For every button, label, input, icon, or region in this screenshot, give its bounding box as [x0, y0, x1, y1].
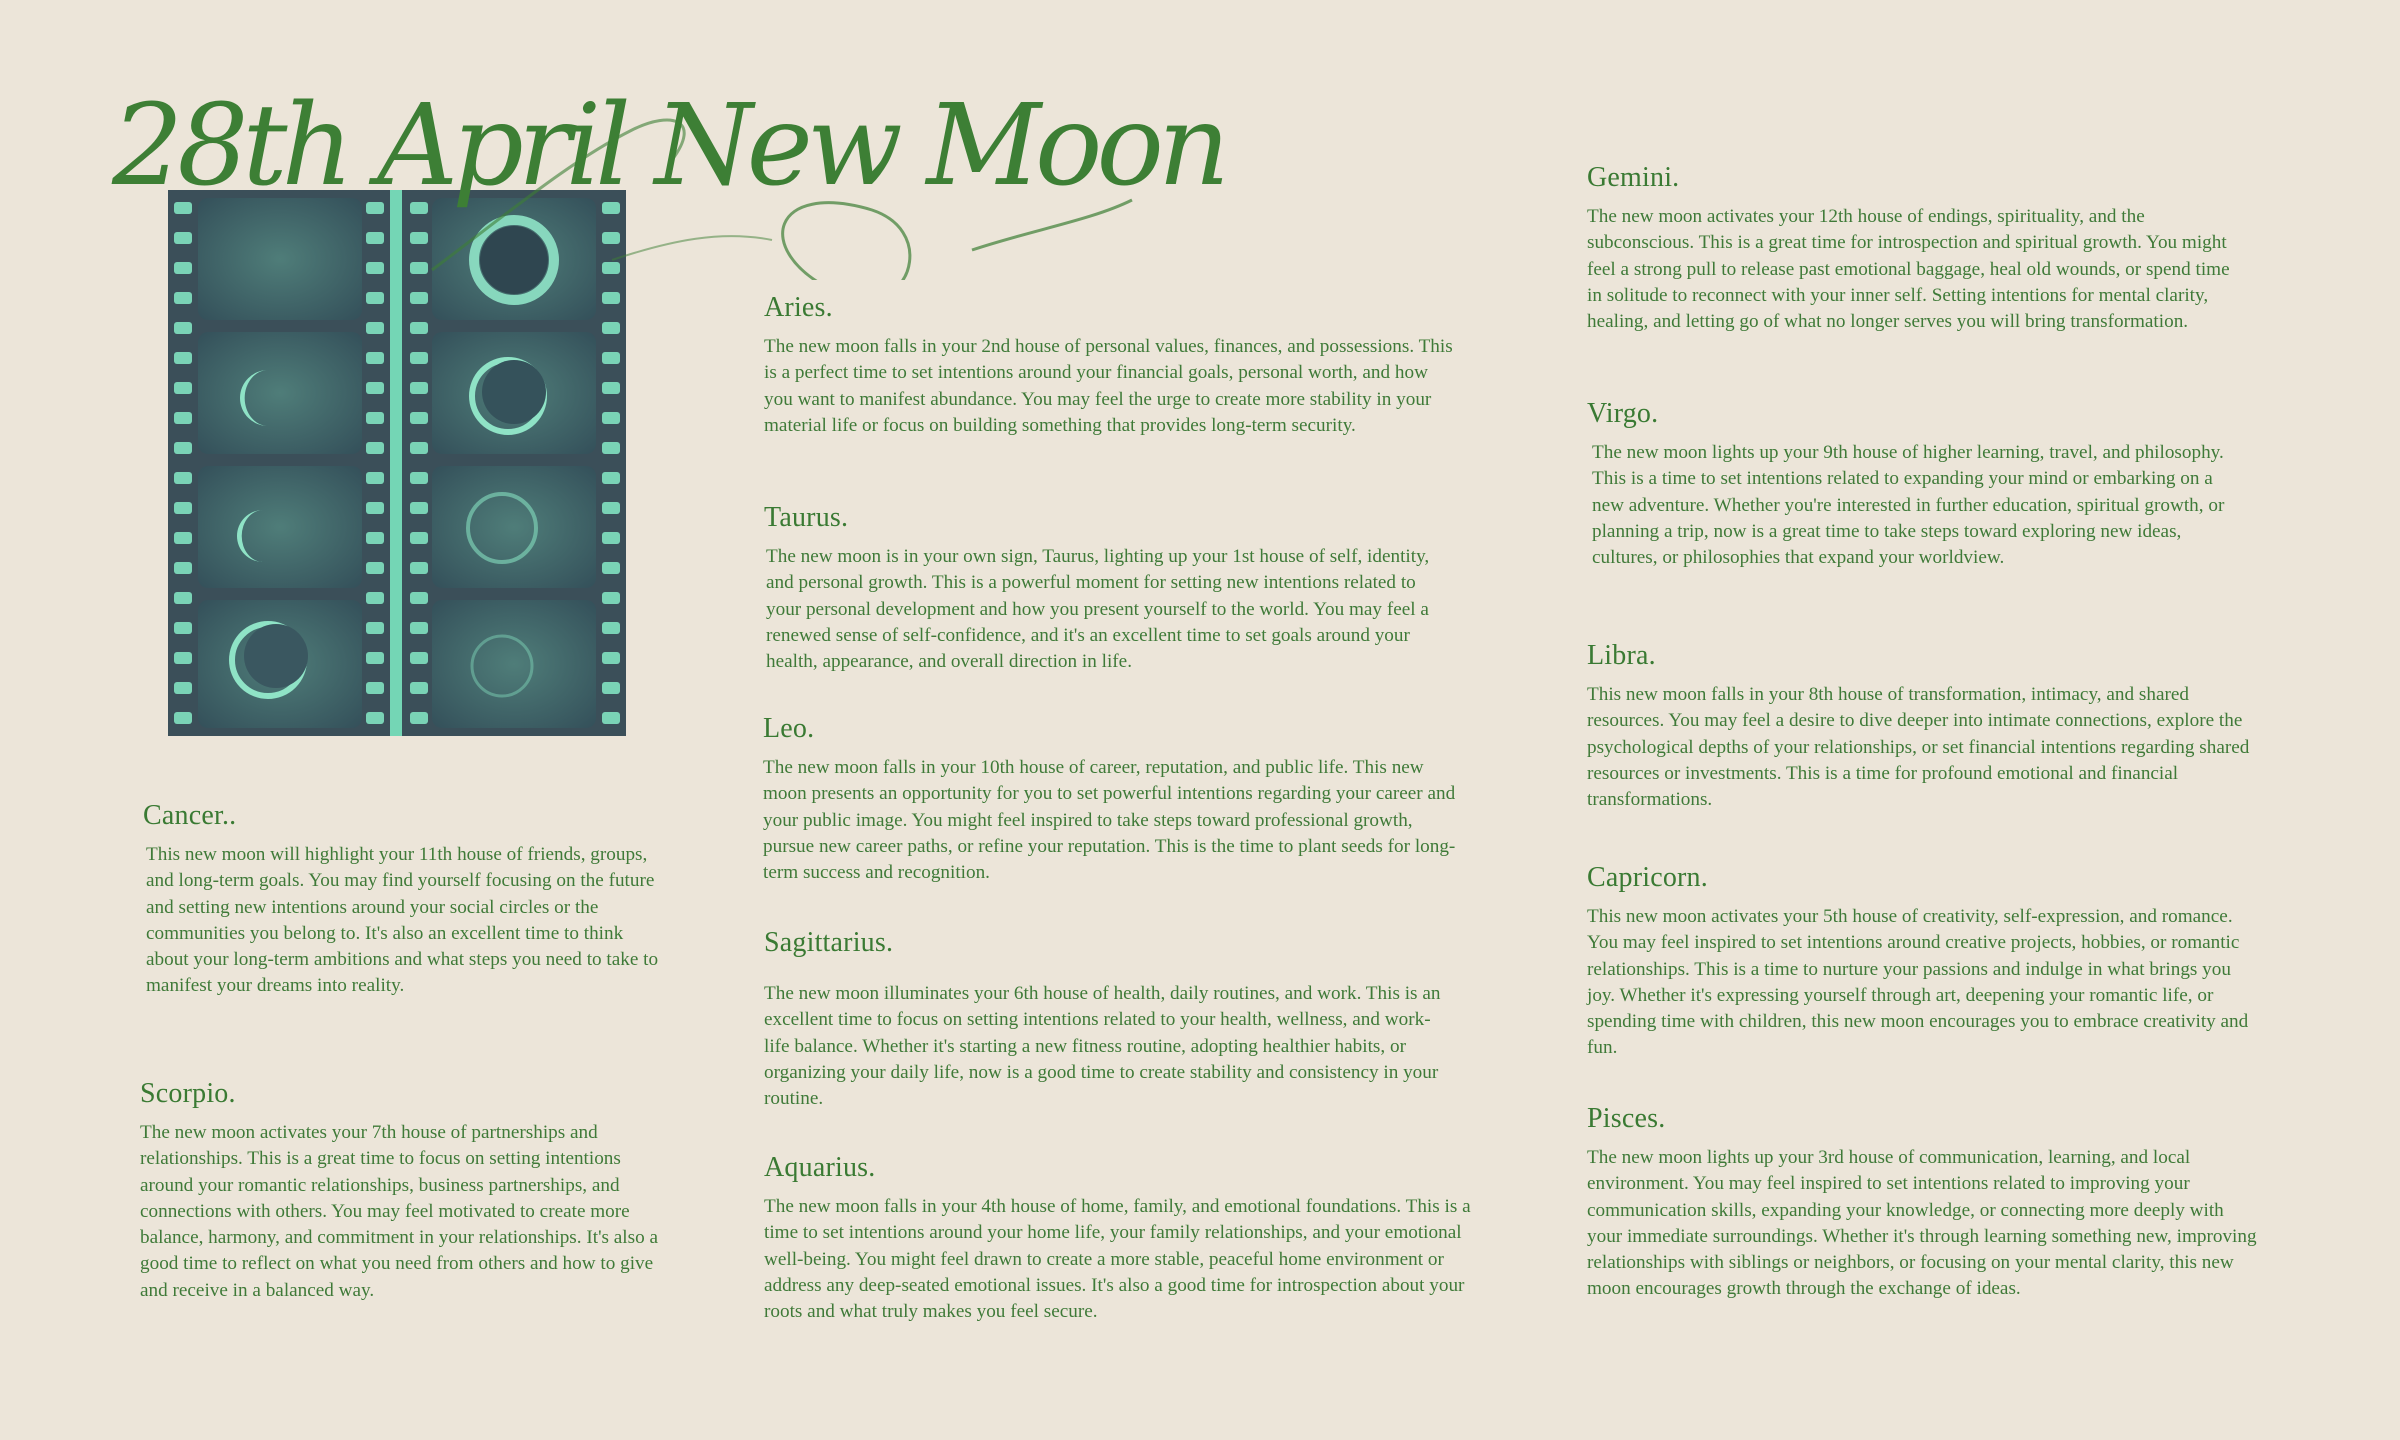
sign-heading: Leo. — [763, 713, 815, 744]
sign-aries — [764, 292, 1454, 439]
sign-text: The new moon activates your 12th house of endings, spirituality, and the subconscious. This is a great time for introspection and spiritual growth. You might feel a strong pull to release past emotional baggage, heal old wounds, or spend time in solitude to reconnect with your inner self. Setting intentions for mental clarity, healing, and letting go of what no longer serves you will bring transformation. — [1587, 206, 2230, 333]
sign-heading: Aquarius. — [764, 1152, 876, 1183]
sign-text: This new moon will highlight your 11th house of friends, groups, and long-term goals. You may find yourself focusing on the future and setting new intentions around your social circles or the communities you belong to. It's also an excellent time to think about your long-term ambitions and what steps you need to take to manifest your dreams into reality. — [146, 844, 659, 997]
sign-gemini — [1587, 162, 2247, 335]
sign-text: The new moon falls in your 4th house of home, family, and emotional foundations. This is a time to set intentions around your home life, your family relationships, and your emotional well-being. You might feel drawn to create a more stable, peaceful home environment or address any deep-seated emotional issues. It's also a good time for introspection about your roots and what truly makes you feel secure. — [764, 1196, 1471, 1323]
sign-sagittarius — [764, 927, 1454, 1112]
sign-heading: Pisces. — [1587, 1103, 1666, 1134]
sign-pisces — [1587, 1103, 2257, 1303]
sign-text: The new moon lights up your 3rd house of communication, learning, and local environment. You may feel inspired to set intentions related to improving your communication skills, expanding your knowledge, or connecting more deeply with your immediate surroundings. Whether it's through learning something new, improving relationships with siblings or neighbors, or focusing on your mental clarity, this new moon encourages growth through the exchange of ideas. — [1587, 1147, 2257, 1300]
sign-heading: Capricorn. — [1587, 862, 1708, 893]
sign-text: The new moon falls in your 10th house of career, reputation, and public life. This new moon presents an opportunity for you to set powerful intentions regarding your career and your public image. You might feel inspired to take steps toward professional growth, pursue new career paths, or refine your reputation. This is the time to plant seeds for long-term success and recognition. — [763, 757, 1456, 884]
sign-taurus — [764, 502, 1454, 675]
sign-heading: Aries. — [764, 292, 833, 323]
sign-heading: Taurus. — [764, 502, 849, 533]
sign-heading: Cancer.. — [143, 800, 237, 831]
sign-text: This new moon falls in your 8th house of transformation, intimacy, and shared resources. You may feel a desire to dive deeper into intimate connections, explore the psychological depths of your relationships, or set financial intentions regarding shared resources or investments. This is a time for profound emotional and financial transformations. — [1587, 684, 2250, 811]
sign-capricorn — [1587, 862, 2252, 1062]
sign-text: The new moon illuminates your 6th house of health, daily routines, and work. This is an excellent time to focus on setting intentions related to your health, wellness, and work-life balance. Whether it's starting a new fitness routine, adopting healthier habits, or organizing your daily life, now is a good time to create stability and consistency in your routine. — [764, 983, 1441, 1110]
sign-text: This new moon activates your 5th house of creativity, self-expression, and romance. You may feel inspired to set intentions around creative projects, hobbies, or romantic relationships. This is a time to nurture your passions and indulge in what brings you joy. Whether it's expressing yourself through art, deepening your romantic life, or spending time with children, this new moon encourages you to embrace creativity and fun. — [1587, 906, 2249, 1059]
sign-text: The new moon lights up your 9th house of higher learning, travel, and philosophy. This is a time to set intentions related to expanding your mind or embarking on a new adventure. Whether you're interested in further education, spiritual growth, or planning a trip, now is a great time to take steps toward exploring new ideas, cultures, or philosophies that expand your worldview. — [1592, 442, 2225, 569]
sign-heading: Sagittarius. — [764, 927, 894, 958]
sign-leo — [763, 713, 1458, 886]
sign-heading: Gemini. — [1587, 162, 1680, 193]
sign-heading: Scorpio. — [140, 1078, 236, 1109]
page-title: 28th April New Moon — [112, 90, 1212, 280]
sign-text: The new moon activates your 7th house of partnerships and relationships. This is a great time to focus on setting intentions around your romantic relationships, business partnerships, and connections with others. You may feel motivated to create more balance, harmony, and commitment in your relationships. It's also a good time to reflect on what you need from others and how to give and receive in a balanced way. — [140, 1122, 659, 1301]
sign-cancer — [143, 800, 663, 1000]
sign-text: The new moon falls in your 2nd house of personal values, finances, and possessions. This is a perfect time to set intentions around your financial goals, personal worth, and how you want to manifest abundance. You may feel the urge to create more stability in your material life or focus on building something that provides long-term security. — [764, 336, 1453, 436]
sign-aquarius — [764, 1152, 1489, 1325]
sign-virgo — [1587, 398, 2247, 571]
sign-libra — [1587, 640, 2252, 813]
sign-heading: Virgo. — [1587, 398, 1659, 429]
sign-heading: Libra. — [1587, 640, 1656, 671]
sign-scorpio — [140, 1078, 670, 1304]
sign-text: The new moon is in your own sign, Taurus, lighting up your 1st house of self, identity, and personal growth. This is a powerful moment for setting new intentions related to your personal development and how you present yourself to the world. You may feel a renewed sense of self-confidence, and it's an excellent time to set goals around your health, appearance, and overall direction in life. — [766, 546, 1430, 673]
